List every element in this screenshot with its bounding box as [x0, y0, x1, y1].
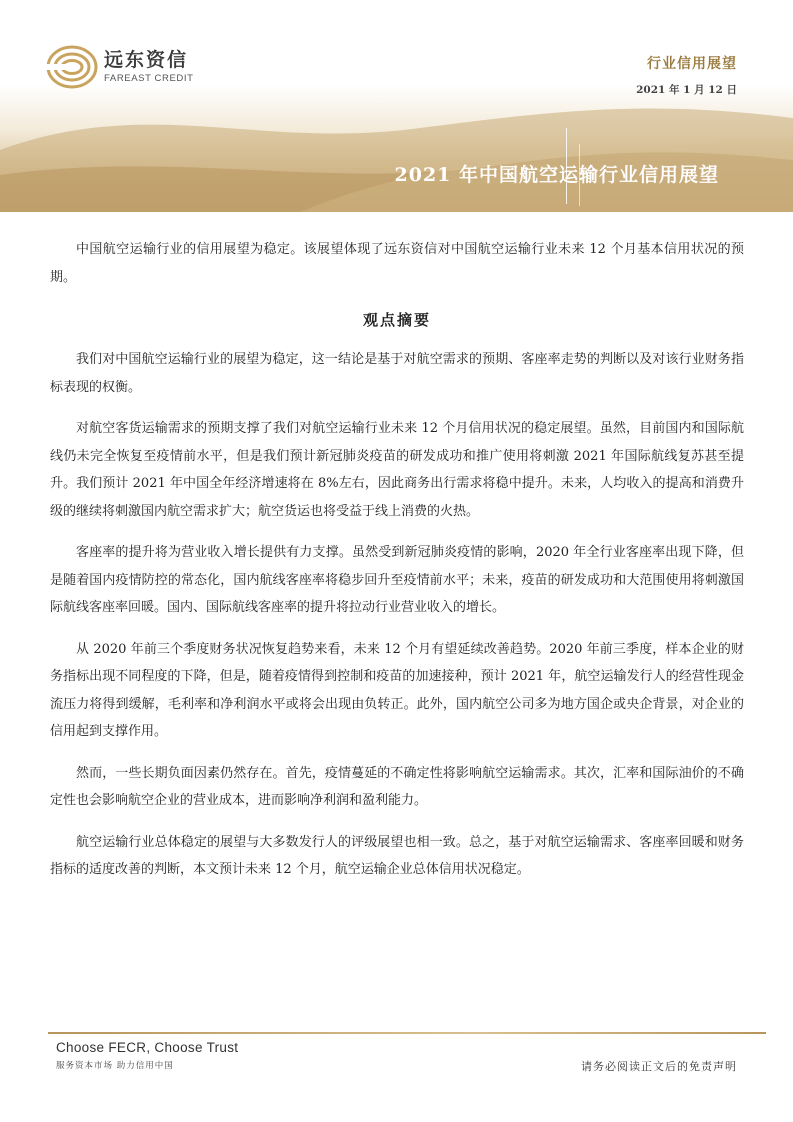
- fareast-logo-icon: [46, 44, 98, 90]
- summary-paragraph-6: 航空运输行业总体稳定的展望与大多数发行人的评级展望也相一致。总之，基于对航空运输需求、客座率回暖和财务指标的适度改善的判断，本文预计未来 12 个月，航空运输企业总体信用状况稳定。: [50, 834, 744, 877]
- footer-divider: [48, 1032, 766, 1034]
- report-title: 2021 年中国航空运输行业信用展望: [394, 164, 719, 186]
- disclaimer-note: 请务必阅读正文后的免责声明: [581, 1060, 737, 1073]
- intro-paragraph: 中国航空运输行业的信用展望为稳定。该展望体现了远东资信对中国航空运输行业未来 12 个月基本信用状况的预期。: [50, 242, 744, 285]
- company-logo: [46, 44, 194, 90]
- summary-paragraph-1: 我们对中国航空运输行业的展望为稳定，这一结论是基于对航空需求的预期、客座率走势的判断以及对该行业财务指标表现的权衡。: [50, 352, 744, 395]
- report-date: 2021 年 1 月 12 日: [636, 84, 737, 96]
- summary-paragraph-5: 然而，一些长期负面因素仍然存在。首先，疫情蔓延的不确定性将影响航空运输需求。其次，汇率和国际油价的不确定性也会影响航空企业的营业成本，进而影响净利润和盈利能力。: [50, 765, 744, 808]
- summary-paragraph-3: 客座率的提升将为营业收入增长提供有力支撑。虽然受到新冠肺炎疫情的影响，2020 年全行业客座率出现下降，但是随着国内疫情防控的常态化，国内航线客座率将稳步回升至疫情前水平；未来，疫苗的研发成功和大范围使用将刺激国际航线客座率回暖。国内、国际航线客座率的提升将拉动行业营业收入的增长。: [50, 545, 744, 615]
- logo-chinese-name: 远东资信: [104, 49, 189, 71]
- footer-subtitle: 服务资本市场 助力信用中国: [56, 1061, 174, 1071]
- report-body: [50, 236, 744, 898]
- summary-paragraph-4: 从 2020 年前三个季度财务状况恢复趋势来看，未来 12 个月有望延续改善趋势。2020 年前三季度，样本企业的财务指标出现不同程度的下降，但是，随着疫情得到控制和疫苗的加速接种，预计 2021 年，航空运输发行人的经营性现金流压力将得到缓解，毛利率和净利润水平或将会出现由负转正。此外，国内航空公司多为地方国企或央企背景，对企业的信用起到支撑作用。: [50, 641, 744, 739]
- footer-slogan: Choose FECR, Choose Trust: [56, 1040, 239, 1055]
- logo-english-name: FAREAST CREDIT: [104, 73, 194, 84]
- section-title: 观点摘要: [362, 311, 431, 329]
- summary-paragraph-2: 对航空客货运输需求的预期支撑了我们对航空运输行业未来 12 个月信用状况的稳定展望。虽然，目前国内和国际航线仍未完全恢复至疫情前水平，但是我们预计新冠肺炎疫苗的研发成功和推广使用将刺激 2021 年国际航线复苏甚至提升。我们预计 2021 年中国全年经济增速将在 8%左右，因此商务出行需求将稳中提升。未来，人均收入的提高和消费升级的继续将刺激国内航空需求扩大；航空货运也将受益于线上消费的火热。: [50, 421, 744, 519]
- report-category: 行业信用展望: [647, 56, 737, 72]
- header-banner: [0, 0, 793, 212]
